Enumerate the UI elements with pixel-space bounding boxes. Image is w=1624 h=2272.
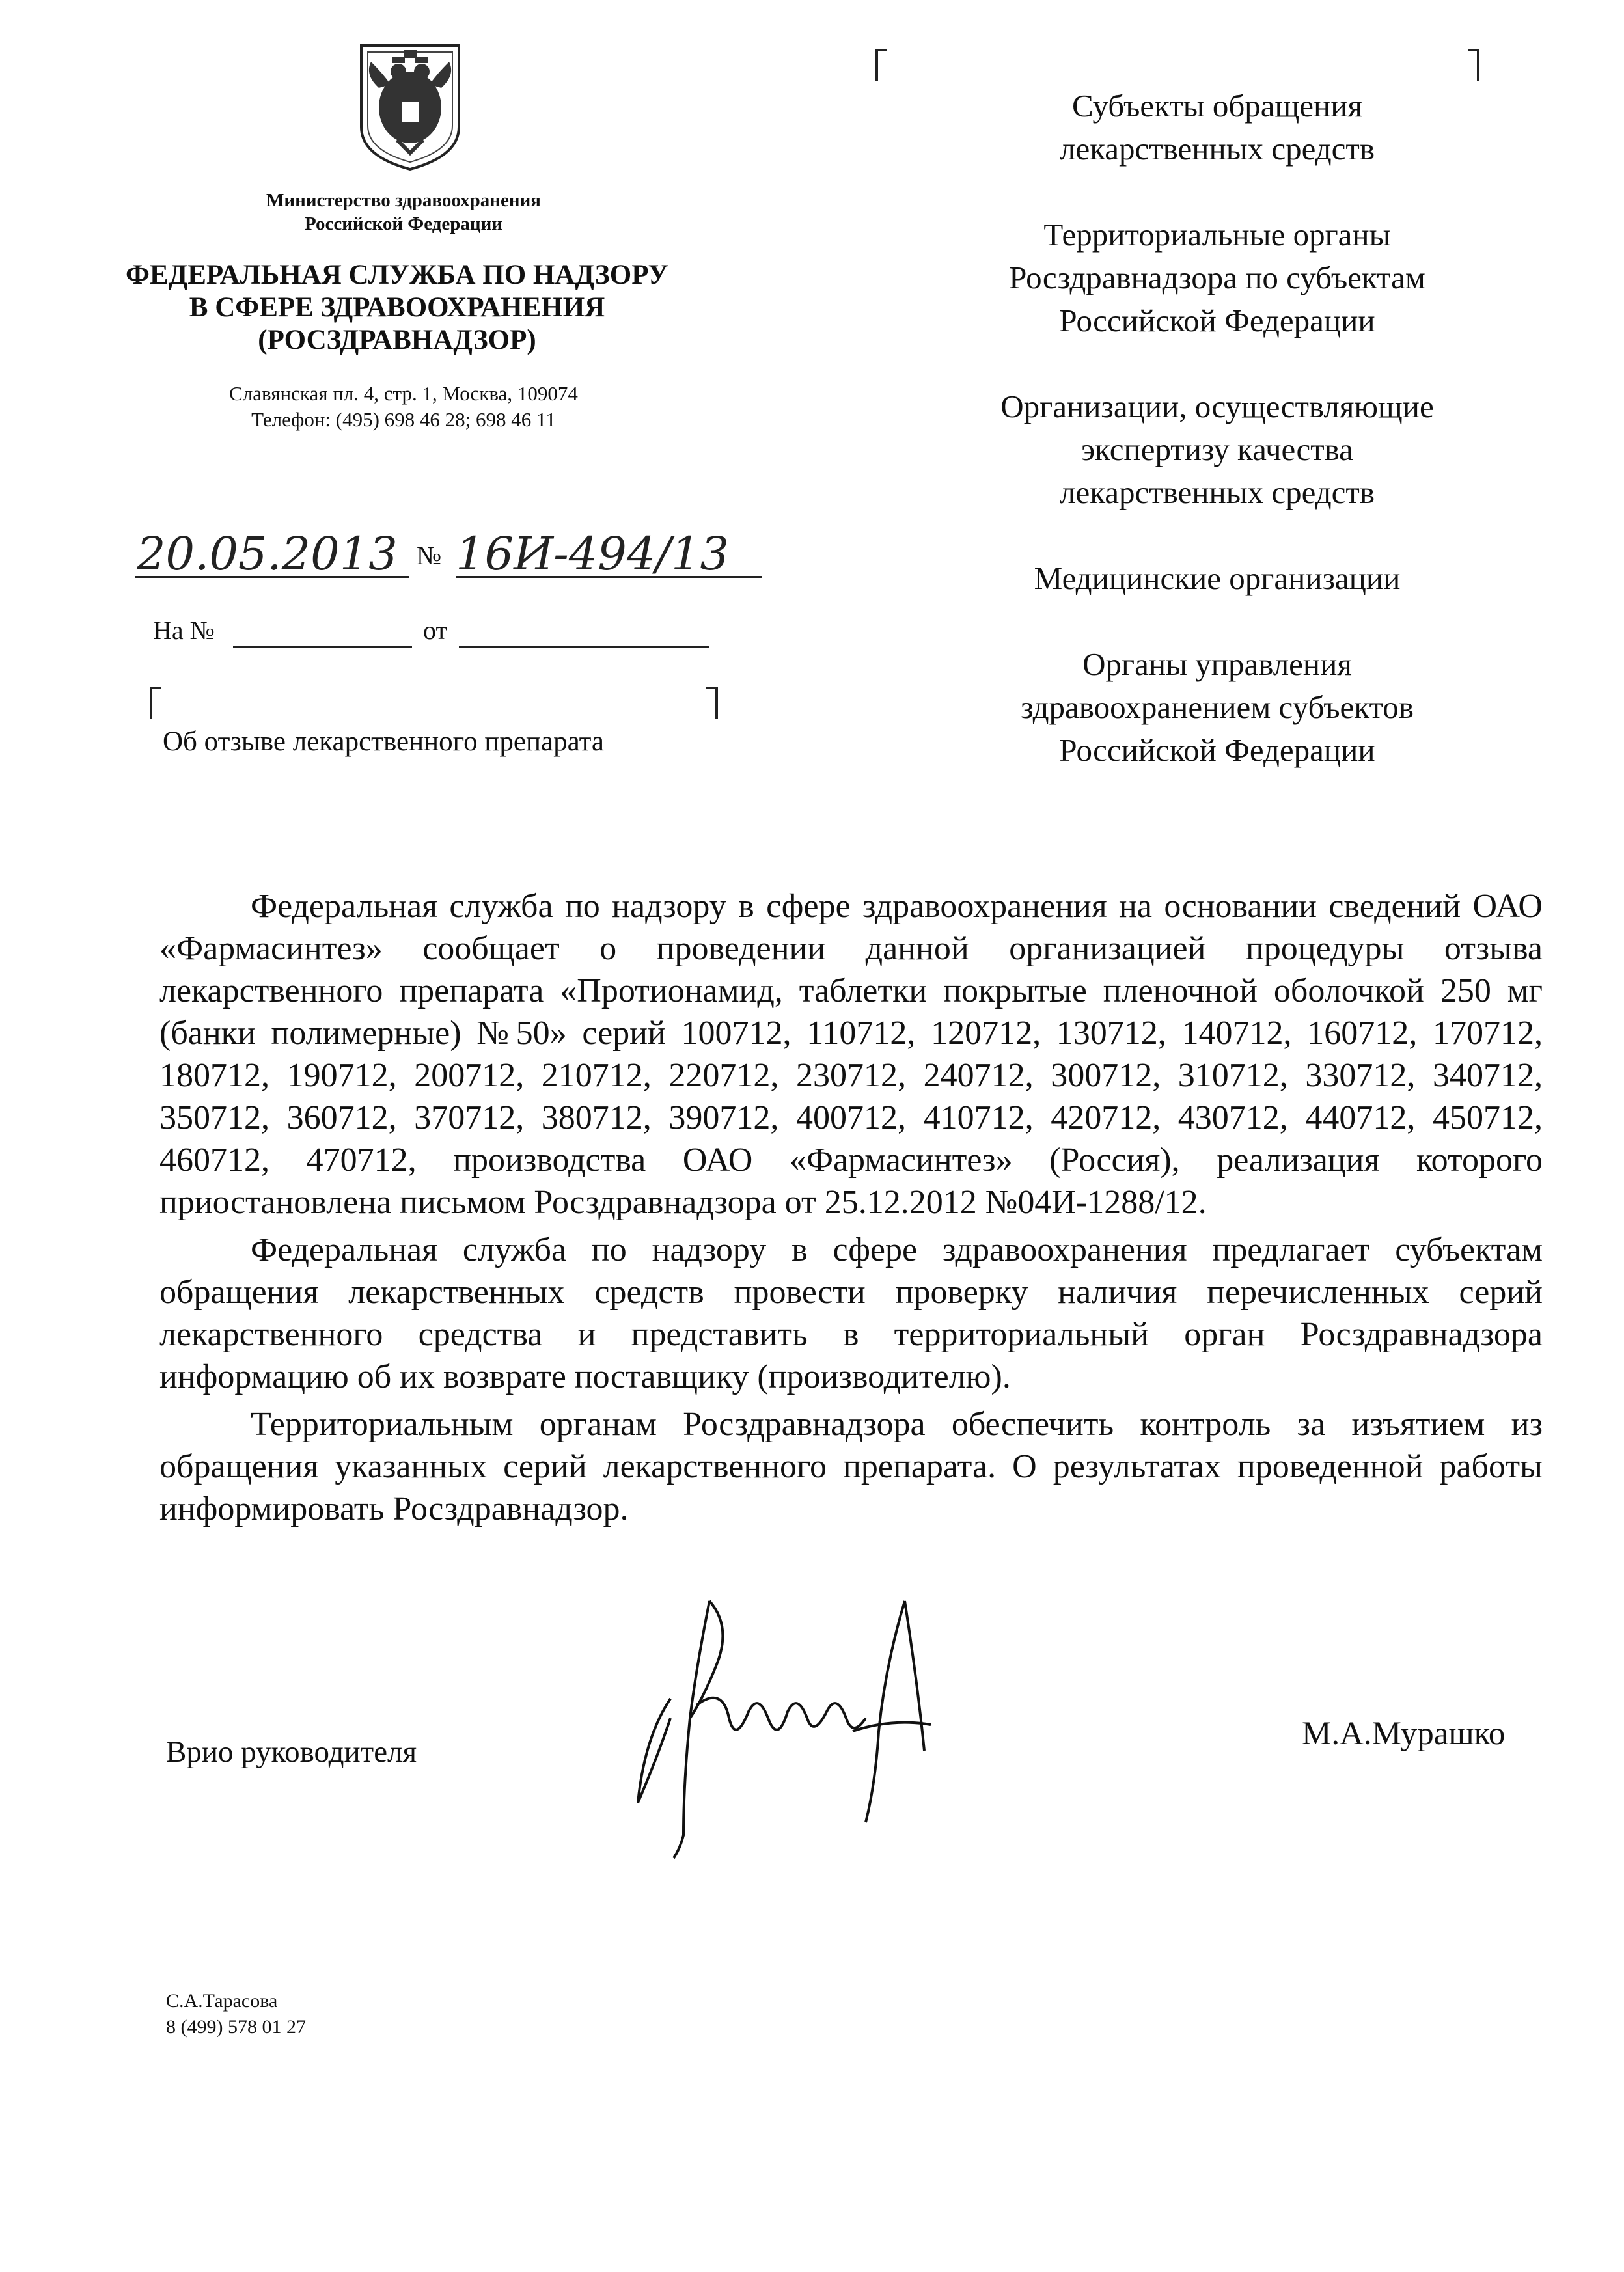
addressee-group — [892, 213, 1543, 342]
service-line-3: (РОСЗДРАВНАДЗОР) — [258, 325, 536, 355]
addressee-line: Медицинские организации — [1034, 560, 1401, 596]
addressee-line: Российской Федерации — [1059, 303, 1375, 338]
performer-info — [166, 1988, 306, 2040]
reply-to-label: На № — [153, 616, 215, 645]
reply-date-label: от — [423, 616, 447, 645]
body-paragraph: Федеральная служба по надзору в сфере здравоохранения предлагает субъектам обращения лекарственных средств провести проверку наличия перечисленных серий лекарственного средства и представить в территориальный орган Росздравнадзора информацию об их возврате поставщику (производителю). — [159, 1231, 1543, 1395]
body-paragraph: Территориальным органам Росздравнадзора обеспечить контроль за изъятием из обращения указанных серий лекарственного препарата. О результатах проведенной работы информировать Росздравнадзор. — [159, 1406, 1543, 1527]
ministry-line-2: Российской Федерации — [304, 213, 502, 234]
addressee-line: Органы управления — [1082, 646, 1352, 682]
addressee-bracket-right — [1468, 49, 1479, 81]
addressee-block — [892, 85, 1543, 772]
handwritten-signature — [618, 1588, 957, 1861]
service-line-2: В СФЕРЕ ЗДРАВООХРАНЕНИЯ — [189, 292, 605, 323]
number-underline — [456, 576, 762, 578]
registration-date: 20.05.2013 — [137, 527, 398, 581]
reply-date-blank — [459, 646, 709, 648]
addressee-line: лекарственных средств — [1060, 474, 1375, 510]
addressee-line: лекарственных средств — [1060, 131, 1375, 167]
number-label: № — [417, 541, 442, 570]
performer-name: С.А.Тарасова — [166, 1990, 278, 2012]
addressee-line: здравоохранением субъектов — [1021, 689, 1414, 725]
subject-bracket-right — [706, 687, 718, 719]
addressee-line: экспертизу качества — [1081, 431, 1353, 467]
addressee-line: Росздравнадзора по субъектам — [1009, 260, 1425, 295]
performer-phone: 8 (499) 578 01 27 — [166, 2016, 306, 2038]
signatory-name: М.А.Мурашко — [1302, 1716, 1506, 1752]
subject-bracket-left — [150, 687, 161, 719]
addressee-group — [892, 643, 1543, 772]
addressee-bracket-left — [875, 49, 887, 81]
phone-line: Телефон: (495) 698 46 28; 698 46 11 — [251, 408, 556, 431]
reply-number-blank — [233, 646, 412, 648]
signatory-role: Врио руководителя — [166, 1735, 417, 1769]
addressee-group — [892, 385, 1543, 514]
addressee-group — [892, 557, 1543, 600]
registration-number: 16И-494/13 — [456, 527, 730, 581]
letter-body — [159, 885, 1543, 1535]
addressee-line: Территориальные органы — [1043, 217, 1391, 253]
date-underline — [135, 576, 409, 578]
addressee-group — [892, 85, 1543, 171]
coat-of-arms-icon — [351, 36, 469, 172]
addressee-line: Организации, осуществляющие — [1000, 389, 1434, 424]
body-paragraph: Федеральная служба по надзору в сфере здравоохранения на основании сведений ОАО «Фармасинтез» сообщает о проведении данной организацией процедуры отзыва лекарственного препарата «Протионамид, таблетки покрытые пленочной оболочкой 250 мг (банки полимерные) №50» серий 100712, 110712, 120712, 130712, 140712, 160712, 170712, 180712, 190712, 200712, 210712, 220712, 230712, 240712, 300712, 310712, 330712, 340712, 350712, 360712, 370712, 380712, 390712, 400712, 410712, 420712, 430712, 440712, 450712, 460712, 470712, производства ОАО «Фармасинтез» (Россия), реализация которого приостановлена письмом Росздравнадзора от 25.12.2012 №04И-1288/12. — [159, 888, 1543, 1221]
addressee-line: Субъекты обращения — [1071, 88, 1362, 124]
ministry-line-1: Министерство здравоохранения — [266, 190, 541, 211]
addressee-line: Российской Федерации — [1059, 732, 1375, 768]
subject-line: Об отзыве лекарственного препарата — [163, 726, 604, 757]
address-line: Славянская пл. 4, стр. 1, Москва, 109074 — [229, 382, 578, 405]
service-line-1: ФЕДЕРАЛЬНАЯ СЛУЖБА ПО НАДЗОРУ — [126, 260, 668, 290]
